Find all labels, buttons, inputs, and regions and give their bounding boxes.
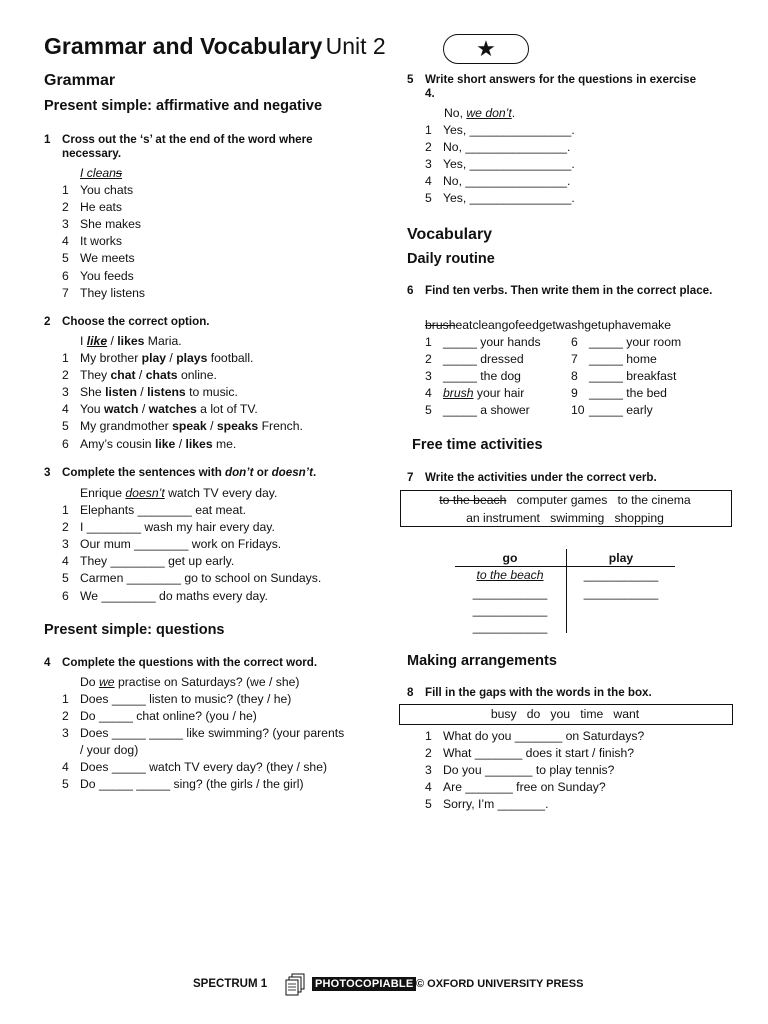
exercise-7-box-row-2: an instrument swimming shopping [466,511,664,525]
table-header-rule [455,566,675,567]
item-number: 2 [62,709,69,723]
table-go-blank: ___________ [472,603,548,617]
table-play-blank: ___________ [583,568,659,582]
item-number: 4 [425,174,432,189]
exercise-2-number: 2 [44,315,51,328]
vocabulary-subheading-daily-routine: Daily routine [407,251,495,267]
list-item: They chat / chats online. [80,368,217,383]
item-number: 8 [571,369,578,384]
item-number: 5 [62,419,69,434]
vocabulary-heading: Vocabulary [407,226,493,243]
table-header-play: play [608,551,634,565]
list-item: Do _____ _____ sing? (the girls / the girl) [80,777,304,791]
item-number: 5 [62,777,69,791]
item-number: 4 [62,234,69,249]
item-number: 2 [62,520,69,535]
item-number: 6 [571,335,578,349]
list-item: / your dog) [80,743,139,757]
title-unit: Unit 2 [325,33,386,59]
list-item: She listen / listens to music. [80,385,238,400]
list-item: _____ your room [589,335,682,349]
exercise-5-number: 5 [407,73,414,86]
item-number: 4 [62,402,69,417]
exercise-4-example: Do we practise on Saturdays? (we / she) [80,675,300,689]
photocopiable-label: PHOTOCOPIABLE [312,977,416,991]
item-number: 5 [425,191,432,206]
item-number: 2 [425,746,432,761]
item-number: 4 [62,554,69,569]
list-item: Yes, _______________. [443,157,575,172]
item-number: 7 [62,285,69,300]
exercise-3-number: 3 [44,466,51,479]
table-header-go: go [502,551,518,565]
vocabulary-subheading-free-time: Free time activities [412,437,543,453]
exercise-7-box-row-1: to the beach computer games to the cinema [439,493,691,507]
item-number: 2 [62,200,69,215]
item-number: 5 [62,251,69,266]
list-item: What _______ does it start / finish? [443,746,635,761]
item-number: 1 [62,692,69,706]
item-number: 4 [425,780,432,795]
item-number: 2 [62,368,69,383]
item-number: 2 [425,352,432,367]
list-item: _____ the bed [589,386,667,401]
exercise-8-number: 8 [407,686,414,699]
list-item: You watch / watches a lot of TV. [80,402,258,417]
exercise-4-instruction: Complete the questions with the correct word. [62,656,318,669]
footer-spectrum: SPECTRUM 1 [193,978,268,990]
exercise-6-word-puzzle: brusheatcleangofeedgetwashgetuphavemake [425,318,671,332]
list-item: Are _______ free on Sunday? [443,780,606,795]
list-item: Does _____ listen to music? (they / he) [80,692,292,706]
item-number: 7 [571,352,578,367]
item-number: 4 [425,386,432,401]
exercise-1-example: I cleans [80,166,123,180]
list-item: Elephants ________ eat meat. [80,503,247,517]
item-number: 5 [62,571,69,586]
table-play-blank: ___________ [583,586,659,600]
list-item: My grandmother speak / speaks French. [80,419,303,434]
list-item: They ________ get up early. [80,554,235,569]
exercise-2-instruction: Choose the correct option. [62,315,210,328]
exercise-8-instruction: Fill in the gaps with the words in the box. [425,686,652,699]
star-icon: ★ [476,36,496,61]
item-number: 1 [425,335,432,349]
exercise-4-number: 4 [44,656,51,669]
item-number: 1 [62,503,69,517]
list-item: Yes, _______________. [443,123,575,137]
list-item: Do _____ chat online? (you / he) [80,709,257,723]
item-number: 1 [425,729,432,743]
list-item: Does _____ _____ like swimming? (your parents [80,726,345,740]
exercise-3-example: Enrique doesn’t watch TV every day. [80,486,278,500]
list-item: They listens [80,285,146,300]
list-item: _____ dressed [443,352,524,367]
exercise-3-instruction: Complete the sentences with don’t or doesn’t. [62,466,317,479]
page-title [44,33,386,60]
list-item: Sorry, I’m _______. [443,797,549,812]
footer-publisher: © OXFORD UNIVERSITY PRESS [416,978,584,990]
list-item: You chats [80,183,134,197]
vocabulary-subheading-arrangements: Making arrangements [407,653,557,669]
list-item: Yes, _______________. [443,191,575,206]
list-item: You feeds [80,268,134,283]
list-item: _____ the dog [443,369,521,384]
list-item: It works [80,234,122,249]
list-item: Does _____ watch TV every day? (they / she) [80,760,328,774]
list-item: What do you _______ on Saturdays? [443,729,645,743]
grammar-subheading-questions: Present simple: questions [44,622,225,638]
list-item: I ________ wash my hair every day. [80,520,275,535]
item-number: 10 [571,403,585,418]
item-number: 3 [62,537,69,552]
item-number: 1 [62,351,69,365]
list-item: Carmen ________ go to school on Sundays. [80,571,322,586]
table-go-blank: ___________ [472,620,548,634]
item-number: 3 [62,726,69,740]
list-item: We meets [80,251,135,266]
photocopy-icon [285,973,307,997]
exercise-2-example: I like / likes Maria. [80,334,182,348]
item-number: 3 [425,369,432,384]
item-number: 3 [62,217,69,232]
list-item: Our mum ________ work on Fridays. [80,537,282,552]
list-item: _____ early [589,403,653,418]
exercise-6-instruction: Find ten verbs. Then write them in the correct place. [425,284,713,297]
list-item: _____ a shower [443,403,530,418]
exercise-1-instruction: Cross out the ‘s’ at the end of the word where necessary. [62,133,313,160]
item-number: 4 [62,760,69,774]
list-item: Do you _______ to play tennis? [443,763,615,778]
exercise-7-instruction: Write the activities under the correct verb. [425,471,657,484]
item-number: 9 [571,386,578,401]
item-number: 5 [425,403,432,418]
list-item: Amy’s cousin like / likes me. [80,436,237,451]
list-item: No, _______________. [443,174,571,189]
item-number: 3 [425,763,432,778]
list-item: We ________ do maths every day. [80,588,268,603]
exercise-8-box-words: busy do you time want [490,707,640,721]
list-item: _____ home [589,352,657,367]
list-item: My brother play / plays football. [80,351,254,365]
exercise-1-number: 1 [44,133,51,146]
grammar-subheading-affirmative: Present simple: affirmative and negative [44,98,323,114]
title-main: Grammar and Vocabulary [44,33,323,59]
list-item: _____ your hands [443,335,541,349]
exercise-5-instruction: Write short answers for the questions in exercise 4. [425,73,697,100]
item-number: 6 [62,588,69,603]
star-level-badge [443,34,529,64]
item-number: 1 [62,183,69,197]
list-item: He eats [80,200,123,215]
list-item: No, _______________. [443,140,571,155]
item-number: 3 [62,385,69,400]
table-go-example: to the beach [476,568,544,582]
exercise-6-number: 6 [407,284,414,297]
item-number: 1 [425,123,432,137]
item-number: 6 [62,436,69,451]
grammar-heading: Grammar [44,72,116,89]
item-number: 2 [425,140,432,155]
exercise-7-number: 7 [407,471,414,484]
table-go-blank: ___________ [472,586,548,600]
item-number: 6 [62,268,69,283]
item-number: 3 [425,157,432,172]
list-item: brush your hair [443,386,525,401]
item-number: 5 [425,797,432,812]
list-item: _____ breakfast [589,369,677,384]
exercise-5-example: No, we don’t. [444,106,516,120]
list-item: She makes [80,217,141,232]
